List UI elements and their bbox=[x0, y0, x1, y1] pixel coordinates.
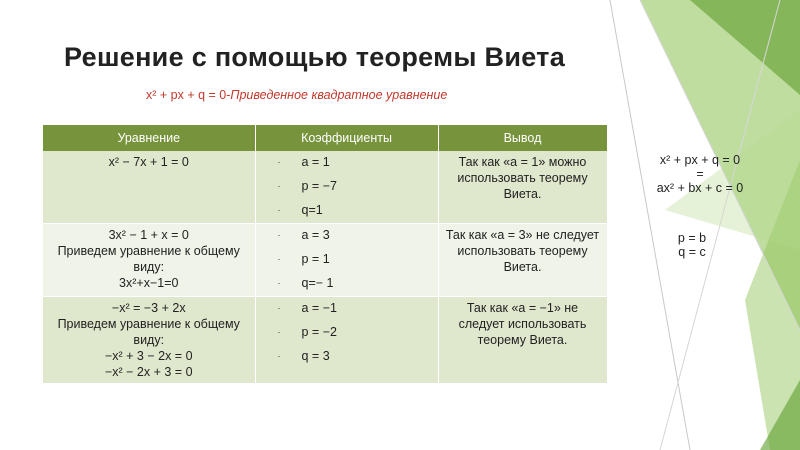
coefficient-item: · p = −2 bbox=[278, 321, 434, 345]
equation-line: −x² − 2x + 3 = 0 bbox=[104, 365, 193, 379]
coefficient-item: · p = −7 bbox=[278, 175, 434, 199]
table-row bbox=[43, 297, 607, 384]
bullet-icon: · bbox=[277, 181, 281, 191]
bullet-icon: · bbox=[277, 303, 281, 313]
coefficients-cell bbox=[255, 151, 438, 224]
equation-cell bbox=[43, 224, 255, 297]
side-note-equalities bbox=[662, 231, 722, 259]
conclusion-cell: Так как «a = 1» можно использовать теорему Виета. bbox=[438, 151, 607, 224]
bullet-icon: · bbox=[277, 205, 281, 215]
coefficient-item: · q = 3 bbox=[278, 345, 434, 369]
header-coefficients: Коэффициенты bbox=[255, 125, 438, 151]
equation-line: x² − 7x + 1 = 0 bbox=[108, 155, 189, 169]
conclusion-cell: Так как «a = −1» не следует использовать теорему Виета. bbox=[438, 297, 607, 384]
equation-note: Приведем уравнение к общему виду: bbox=[57, 244, 240, 274]
page-title: Решение с помощью теоремы Виета bbox=[64, 42, 566, 72]
coefficient-item: · a = −1 bbox=[278, 297, 434, 321]
conclusion-cell: Так как «a = 3» не следует использовать теорему Виета. bbox=[438, 224, 607, 297]
table-row bbox=[43, 224, 607, 297]
coefficient-item: · q=1 bbox=[278, 199, 434, 223]
header-conclusion: Вывод bbox=[438, 125, 607, 151]
coefficient-item: · a = 3 bbox=[278, 224, 434, 248]
equation-cell bbox=[43, 297, 255, 384]
table-header-row bbox=[43, 125, 607, 151]
side-note-line: q = c bbox=[678, 245, 706, 259]
bullet-icon: · bbox=[277, 254, 281, 264]
side-note-line: ax² + bx + c = 0 bbox=[656, 181, 744, 195]
equation-cell bbox=[43, 151, 255, 224]
vieta-table bbox=[43, 125, 608, 384]
side-note-line: x² + px + q = 0 bbox=[659, 153, 741, 167]
side-note-equations bbox=[640, 153, 760, 195]
equation-line: 3x² − 1 + x = 0 bbox=[108, 228, 189, 242]
coefficient-item: · q=− 1 bbox=[278, 272, 434, 296]
subtitle-formula: x² + px + q = 0- bbox=[146, 88, 231, 102]
equation-note: Приведем уравнение к общему виду: bbox=[57, 317, 240, 347]
bullet-icon: · bbox=[277, 230, 281, 240]
table-row bbox=[43, 151, 607, 224]
coefficient-item: · p = 1 bbox=[278, 248, 434, 272]
side-note-line: = bbox=[696, 167, 704, 181]
bullet-icon: · bbox=[277, 278, 281, 288]
bullet-icon: · bbox=[277, 327, 281, 337]
side-note-line: p = b bbox=[677, 231, 707, 245]
equation-line: −x² + 3 − 2x = 0 bbox=[104, 349, 193, 363]
subtitle-text: Приведенное квадратное уравнение bbox=[230, 88, 448, 102]
equation-line: −x² = −3 + 2x bbox=[111, 301, 186, 315]
subtitle bbox=[146, 88, 447, 102]
coefficients-cell bbox=[255, 297, 438, 384]
header-equation: Уравнение bbox=[43, 125, 255, 151]
coefficients-cell bbox=[255, 224, 438, 297]
bullet-icon: · bbox=[277, 351, 281, 361]
bullet-icon: · bbox=[277, 157, 281, 167]
coefficient-item: · a = 1 bbox=[278, 151, 434, 175]
equation-line: 3x²+x−1=0 bbox=[119, 276, 179, 290]
